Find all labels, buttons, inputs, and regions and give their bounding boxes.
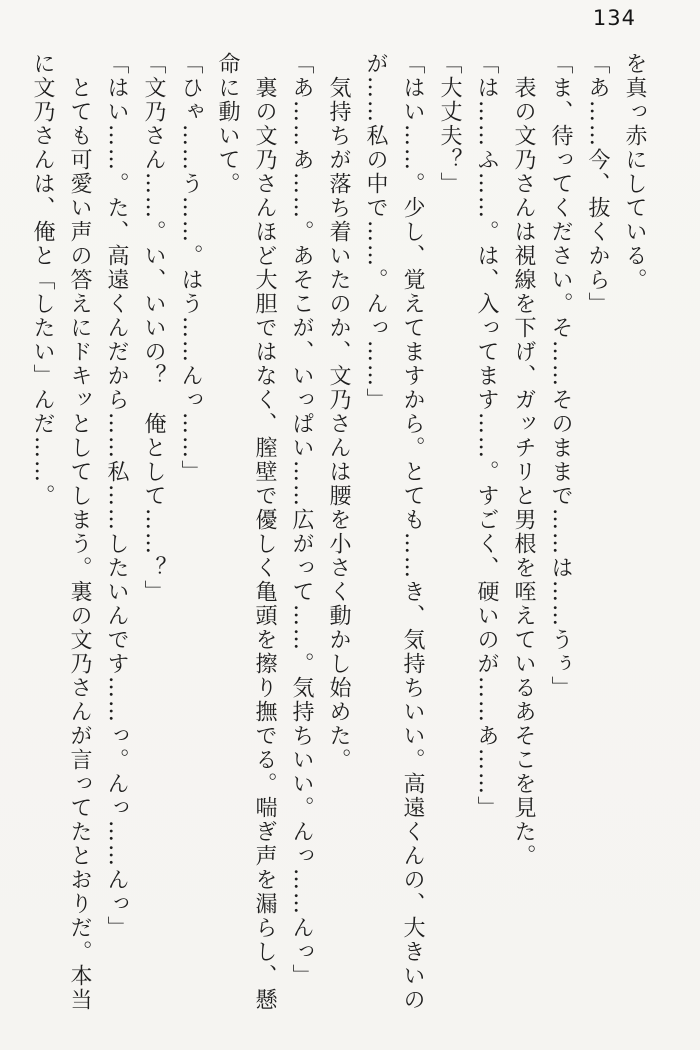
text-line: 命に動いて。: [215, 52, 240, 196]
page-number: 134: [592, 6, 636, 30]
text-line: 「あ……今、抜くから」: [585, 52, 610, 316]
text-line: 「はい……。た、高遠くんだから……私……したいんです……っ。んっ……んっ」: [104, 52, 129, 940]
text-line: 「は……ふ……。は、入ってます……。すごく、硬いのが……あ……」: [474, 52, 499, 820]
text-line: 「大丈夫？」: [437, 52, 462, 196]
text-line: 気持ちが落ち着いたのか、文乃さんは腰を小さく動かし始めた。: [326, 76, 351, 772]
text-line: 「あ……あ……。あそこが、いっぱい……広がって……。気持ちいい。んっ……んっ」: [289, 52, 314, 988]
text-line: が……私の中で……。んっ……」: [363, 52, 388, 412]
text-line: 「ま、待ってください。そ……そのままで……は……うぅ」: [548, 52, 573, 700]
text-line: 「文乃さん……。い、いいの？ 俺として……？」: [141, 52, 166, 604]
text-line: を真っ赤にしている。: [622, 52, 647, 292]
text-line: 表の文乃さんは視線を下げ、ガッチリと男根を咥えているあそこを見た。: [511, 76, 536, 868]
text-line: 「ひゃ……う……。はう……んっ……」: [178, 52, 203, 484]
text-area: [24, 52, 653, 1020]
text-line: 「はい……。少し、覚えてますから。とても……き、気持ちいい。高遠くんの、大きいの: [400, 52, 425, 1012]
text-line: に文乃さんは、俺と「したい」んだ……。: [30, 52, 55, 508]
text-line: 裏の文乃さんほど大胆ではなく、膣壁で優しく亀頭を擦り撫でる。喘ぎ声を漏らし、懸: [252, 76, 277, 1012]
text-line: とても可愛い声の答えにドキッとしてしまう。裏の文乃さんが言ってたとおりだ。本当: [67, 76, 92, 1012]
